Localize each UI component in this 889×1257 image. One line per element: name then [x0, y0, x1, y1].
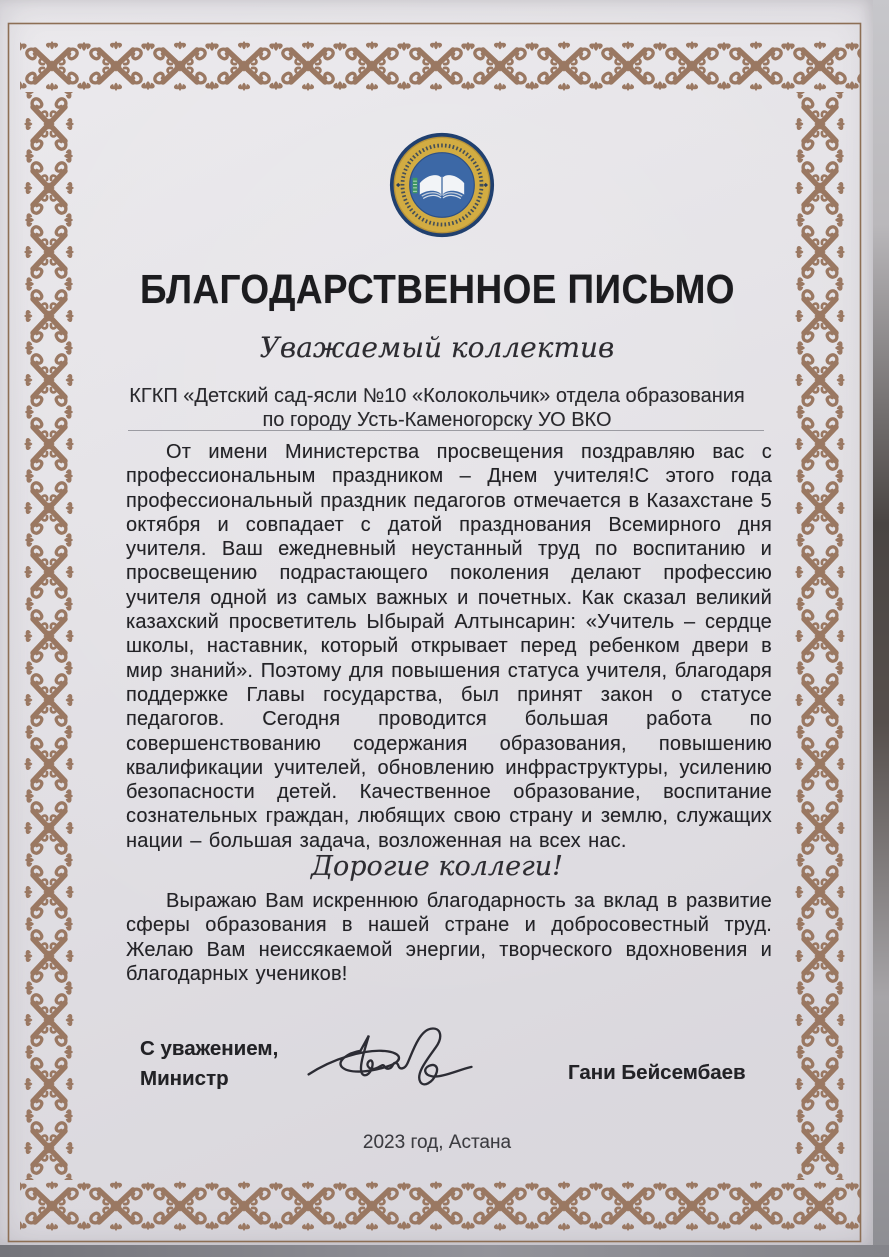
footer-date: 2023 год, Астана — [362, 1132, 512, 1153]
closing-regards: С уважением, — [140, 1037, 279, 1060]
recipient-line-2: по городу Усть-Каменогорску УО ВКО — [262, 409, 612, 431]
photo-surface-bottom — [0, 1245, 889, 1257]
ministry-emblem-icon — [388, 131, 496, 239]
body-paragraph-2: Выражаю Вам искреннюю благодарность за вклад в развитие сферы образования в нашей стране и добросовестный труд. Желаю Вам неиссякаемой энергии, творческого вдохновения и благодарных учеников! — [126, 890, 772, 985]
closing-block — [140, 1034, 278, 1094]
certificate-title: БЛАГОДАРСТВЕННОЕ ПИСЬМО — [139, 266, 735, 312]
divider-line — [128, 430, 764, 431]
salutation-script: Уважаемый коллектив — [259, 331, 615, 364]
salutation-2-script: Дорогие коллеги! — [311, 851, 563, 882]
signer-name: Гани Бейсембаев — [568, 1061, 746, 1084]
closing-position: Министр — [140, 1067, 229, 1090]
photo-surface-right — [873, 0, 889, 1246]
recipient-line-1: КГКП «Детский сад-ясли №10 «Колокольчик» отдела образования — [129, 385, 745, 407]
body-paragraph-1: От имени Министерства просвещения поздравляю вас с профессиональным праздником – Днем учителя!С этого года профессиональный праздник педагогов отмечается в Казахстане 5 октября и совпадает с датой празднования Всемирного дня учителя. Ваш ежедневный неустанный труд по воспитанию и просвещению подрастающего поколения делают профессию учителя одной из самых важных и почетных. Как сказал великий казахский просветитель Ыбырай Алтынсарин: «Учитель – сердце школы, наставник, который открывает перед ребенком двери в мир знаний». Поэтому для повышения статуса учителя, благодаря поддержке Главы государства, был принят закон о статусе педагогов. Сегодня проводится большая работа по совершенствованию содержания образования, повышению квалификации учителей, обновлению инфраструктуры, усилению безопасности детей. Качественное образование, воспитание сознательных граждан, любящих свою страну и землю, служащих нации – большая задача, возложенная на всех нас. — [126, 441, 772, 852]
recipient-organization — [0, 384, 874, 432]
signature-icon — [300, 1018, 518, 1105]
